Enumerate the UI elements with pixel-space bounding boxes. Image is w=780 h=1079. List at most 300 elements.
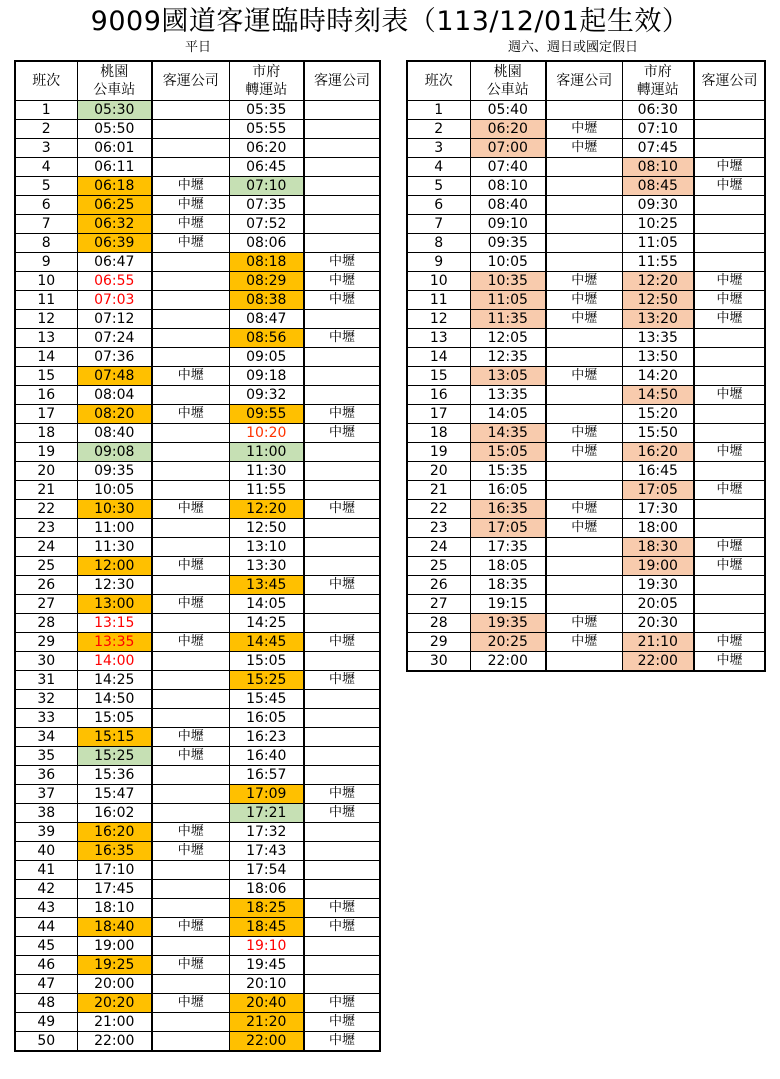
- city-hall-departure-cell: 13:50: [622, 348, 694, 367]
- table-row: [15, 1032, 380, 1052]
- taoyuan-departure-cell: 16:35: [470, 500, 546, 519]
- table-row: [407, 519, 765, 538]
- city-hall-departure-cell: 11:30: [229, 462, 304, 481]
- taoyuan-departure-cell: 12:30: [77, 576, 152, 595]
- trip-number-cell: 30: [15, 652, 77, 671]
- taoyuan-departure-cell: 10:35: [470, 272, 546, 291]
- city-hall-departure-cell: 09:32: [229, 386, 304, 405]
- trip-number-cell: 45: [15, 937, 77, 956]
- weekday-label: 平日: [185, 40, 212, 55]
- taoyuan-company-cell: [546, 595, 622, 614]
- city-hall-departure-cell: 08:38: [229, 291, 304, 310]
- city-hall-company-cell: [304, 880, 380, 899]
- taoyuan-company-cell: 中壢: [546, 424, 622, 443]
- taoyuan-departure-cell: 16:05: [470, 481, 546, 500]
- city-hall-departure-cell: 08:18: [229, 253, 304, 272]
- taoyuan-company-cell: 中壢: [152, 633, 229, 652]
- trip-number-cell: 19: [15, 443, 77, 462]
- city-hall-company-cell: [304, 823, 380, 842]
- city-hall-departure-cell: 15:05: [229, 652, 304, 671]
- header-taoyuan-station: 桃園 公車站: [77, 61, 152, 101]
- taoyuan-company-cell: 中壢: [546, 633, 622, 652]
- city-hall-company-cell: 中壢: [304, 785, 380, 804]
- taoyuan-departure-cell: 16:35: [77, 842, 152, 861]
- taoyuan-company-cell: 中壢: [152, 234, 229, 253]
- weekday-timetable: [14, 60, 381, 1052]
- table-row: [407, 576, 765, 595]
- city-hall-company-cell: [694, 215, 765, 234]
- table-row: [407, 291, 765, 310]
- taoyuan-company-cell: 中壢: [152, 405, 229, 424]
- city-hall-departure-cell: 11:05: [622, 234, 694, 253]
- taoyuan-company-cell: [546, 234, 622, 253]
- table-row: [15, 424, 380, 443]
- city-hall-company-cell: [694, 139, 765, 158]
- trip-number-cell: 36: [15, 766, 77, 785]
- taoyuan-departure-cell: 17:45: [77, 880, 152, 899]
- trip-number-cell: 31: [15, 671, 77, 690]
- city-hall-company-cell: [304, 196, 380, 215]
- city-hall-departure-cell: 15:50: [622, 424, 694, 443]
- trip-number-cell: 10: [15, 272, 77, 291]
- city-hall-company-cell: [304, 690, 380, 709]
- table-row: [15, 709, 380, 728]
- city-hall-company-cell: [694, 101, 765, 120]
- city-hall-company-cell: [304, 652, 380, 671]
- city-hall-departure-cell: 17:43: [229, 842, 304, 861]
- table-row: [15, 348, 380, 367]
- taoyuan-company-cell: [152, 310, 229, 329]
- taoyuan-company-cell: 中壢: [546, 443, 622, 462]
- taoyuan-departure-cell: 13:35: [470, 386, 546, 405]
- city-hall-departure-cell: 12:20: [622, 272, 694, 291]
- taoyuan-departure-cell: 07:00: [470, 139, 546, 158]
- city-hall-departure-cell: 20:30: [622, 614, 694, 633]
- city-hall-departure-cell: 19:00: [622, 557, 694, 576]
- city-hall-company-cell: 中壢: [304, 405, 380, 424]
- taoyuan-company-cell: [152, 861, 229, 880]
- taoyuan-company-cell: 中壢: [152, 177, 229, 196]
- city-hall-company-cell: 中壢: [304, 424, 380, 443]
- city-hall-company-cell: [694, 253, 765, 272]
- city-hall-departure-cell: 07:52: [229, 215, 304, 234]
- city-hall-departure-cell: 18:06: [229, 880, 304, 899]
- taoyuan-departure-cell: 16:02: [77, 804, 152, 823]
- taoyuan-company-cell: 中壢: [152, 557, 229, 576]
- table-row: [15, 557, 380, 576]
- taoyuan-company-cell: 中壢: [546, 310, 622, 329]
- trip-number-cell: 9: [407, 253, 470, 272]
- city-hall-company-cell: [694, 500, 765, 519]
- taoyuan-company-cell: [152, 272, 229, 291]
- header-city-hall-station: 市府 轉運站: [229, 61, 304, 101]
- taoyuan-departure-cell: 09:10: [470, 215, 546, 234]
- taoyuan-departure-cell: 06:18: [77, 177, 152, 196]
- city-hall-departure-cell: 08:10: [622, 158, 694, 177]
- taoyuan-company-cell: [546, 576, 622, 595]
- taoyuan-company-cell: [152, 443, 229, 462]
- taoyuan-departure-cell: 14:05: [470, 405, 546, 424]
- trip-number-cell: 20: [15, 462, 77, 481]
- header-bus-company: 客運公司: [546, 61, 622, 101]
- taoyuan-departure-cell: 13:15: [77, 614, 152, 633]
- city-hall-departure-cell: 07:45: [622, 139, 694, 158]
- city-hall-departure-cell: 07:10: [229, 177, 304, 196]
- city-hall-departure-cell: 19:30: [622, 576, 694, 595]
- table-row: [15, 861, 380, 880]
- taoyuan-departure-cell: 22:00: [470, 652, 546, 672]
- table-row: [407, 348, 765, 367]
- taoyuan-company-cell: 中壢: [152, 595, 229, 614]
- taoyuan-company-cell: 中壢: [152, 215, 229, 234]
- taoyuan-company-cell: [152, 101, 229, 120]
- trip-number-cell: 8: [15, 234, 77, 253]
- city-hall-departure-cell: 16:20: [622, 443, 694, 462]
- city-hall-company-cell: 中壢: [304, 804, 380, 823]
- trip-number-cell: 14: [407, 348, 470, 367]
- table-row: [15, 519, 380, 538]
- table-row: [407, 633, 765, 652]
- taoyuan-departure-cell: 06:01: [77, 139, 152, 158]
- trip-number-cell: 25: [407, 557, 470, 576]
- table-row: [15, 652, 380, 671]
- city-hall-departure-cell: 07:10: [622, 120, 694, 139]
- taoyuan-departure-cell: 07:48: [77, 367, 152, 386]
- city-hall-departure-cell: 19:10: [229, 937, 304, 956]
- table-row: [15, 975, 380, 994]
- table-row: [15, 500, 380, 519]
- taoyuan-company-cell: 中壢: [546, 139, 622, 158]
- table-row: [407, 158, 765, 177]
- table-row: [15, 633, 380, 652]
- city-hall-departure-cell: 10:25: [622, 215, 694, 234]
- header-trip-no: 班次: [15, 61, 77, 101]
- taoyuan-company-cell: 中壢: [546, 519, 622, 538]
- city-hall-company-cell: [304, 462, 380, 481]
- taoyuan-company-cell: [152, 709, 229, 728]
- trip-number-cell: 18: [15, 424, 77, 443]
- table-row: [407, 367, 765, 386]
- city-hall-company-cell: [694, 576, 765, 595]
- city-hall-company-cell: 中壢: [304, 291, 380, 310]
- trip-number-cell: 26: [407, 576, 470, 595]
- taoyuan-company-cell: 中壢: [152, 823, 229, 842]
- city-hall-departure-cell: 12:50: [229, 519, 304, 538]
- table-row: [407, 443, 765, 462]
- taoyuan-company-cell: [152, 576, 229, 595]
- table-row: [15, 994, 380, 1013]
- city-hall-departure-cell: 12:20: [229, 500, 304, 519]
- taoyuan-departure-cell: 07:24: [77, 329, 152, 348]
- city-hall-departure-cell: 15:20: [622, 405, 694, 424]
- taoyuan-departure-cell: 06:32: [77, 215, 152, 234]
- city-hall-company-cell: 中壢: [694, 158, 765, 177]
- taoyuan-departure-cell: 18:35: [470, 576, 546, 595]
- city-hall-departure-cell: 14:05: [229, 595, 304, 614]
- taoyuan-departure-cell: 15:15: [77, 728, 152, 747]
- taoyuan-company-cell: 中壢: [546, 291, 622, 310]
- city-hall-departure-cell: 09:05: [229, 348, 304, 367]
- table-row: [15, 614, 380, 633]
- table-row: [407, 120, 765, 139]
- header-trip-no: 班次: [407, 61, 470, 101]
- trip-number-cell: 26: [15, 576, 77, 595]
- city-hall-company-cell: [304, 120, 380, 139]
- city-hall-departure-cell: 15:45: [229, 690, 304, 709]
- taoyuan-company-cell: 中壢: [546, 614, 622, 633]
- table-row: [15, 272, 380, 291]
- taoyuan-departure-cell: 06:47: [77, 253, 152, 272]
- taoyuan-company-cell: [546, 329, 622, 348]
- taoyuan-departure-cell: 15:05: [470, 443, 546, 462]
- table-row: [407, 253, 765, 272]
- trip-number-cell: 44: [15, 918, 77, 937]
- city-hall-departure-cell: 20:40: [229, 994, 304, 1013]
- city-hall-company-cell: [304, 766, 380, 785]
- city-hall-departure-cell: 15:25: [229, 671, 304, 690]
- trip-number-cell: 17: [15, 405, 77, 424]
- city-hall-company-cell: [304, 519, 380, 538]
- city-hall-company-cell: [304, 443, 380, 462]
- table-row: [407, 386, 765, 405]
- city-hall-company-cell: 中壢: [304, 918, 380, 937]
- city-hall-company-cell: 中壢: [694, 272, 765, 291]
- city-hall-company-cell: [694, 405, 765, 424]
- city-hall-departure-cell: 14:25: [229, 614, 304, 633]
- trip-number-cell: 7: [15, 215, 77, 234]
- taoyuan-departure-cell: 19:25: [77, 956, 152, 975]
- taoyuan-departure-cell: 15:35: [470, 462, 546, 481]
- taoyuan-company-cell: [546, 348, 622, 367]
- table-row: [15, 766, 380, 785]
- trip-number-cell: 23: [15, 519, 77, 538]
- city-hall-company-cell: 中壢: [694, 633, 765, 652]
- table-row: [407, 462, 765, 481]
- header-city-hall-station: 市府 轉運站: [622, 61, 694, 101]
- header-bus-company: 客運公司: [152, 61, 229, 101]
- city-hall-departure-cell: 18:45: [229, 918, 304, 937]
- taoyuan-company-cell: [152, 386, 229, 405]
- trip-number-cell: 15: [407, 367, 470, 386]
- city-hall-company-cell: [304, 101, 380, 120]
- taoyuan-departure-cell: 15:36: [77, 766, 152, 785]
- city-hall-departure-cell: 16:57: [229, 766, 304, 785]
- table-row: [15, 671, 380, 690]
- table-row: [407, 177, 765, 196]
- taoyuan-departure-cell: 19:35: [470, 614, 546, 633]
- header-row: [407, 61, 765, 101]
- trip-number-cell: 33: [15, 709, 77, 728]
- city-hall-departure-cell: 08:06: [229, 234, 304, 253]
- header-bus-company: 客運公司: [694, 61, 765, 101]
- table-row: [15, 462, 380, 481]
- city-hall-company-cell: 中壢: [694, 310, 765, 329]
- city-hall-departure-cell: 08:29: [229, 272, 304, 291]
- trip-number-cell: 24: [407, 538, 470, 557]
- trip-number-cell: 50: [15, 1032, 77, 1052]
- city-hall-departure-cell: 11:00: [229, 443, 304, 462]
- city-hall-departure-cell: 18:25: [229, 899, 304, 918]
- city-hall-departure-cell: 17:32: [229, 823, 304, 842]
- city-hall-company-cell: [694, 329, 765, 348]
- taoyuan-company-cell: [152, 538, 229, 557]
- city-hall-company-cell: [304, 842, 380, 861]
- trip-number-cell: 41: [15, 861, 77, 880]
- trip-number-cell: 27: [407, 595, 470, 614]
- city-hall-company-cell: [304, 215, 380, 234]
- table-row: [15, 842, 380, 861]
- trip-number-cell: 3: [15, 139, 77, 158]
- city-hall-departure-cell: 16:05: [229, 709, 304, 728]
- table-row: [407, 652, 765, 672]
- taoyuan-departure-cell: 08:40: [470, 196, 546, 215]
- trip-number-cell: 12: [407, 310, 470, 329]
- city-hall-departure-cell: 05:55: [229, 120, 304, 139]
- city-hall-departure-cell: 18:30: [622, 538, 694, 557]
- trip-number-cell: 2: [15, 120, 77, 139]
- taoyuan-company-cell: [152, 120, 229, 139]
- taoyuan-departure-cell: 15:05: [77, 709, 152, 728]
- city-hall-company-cell: [304, 861, 380, 880]
- table-row: [15, 215, 380, 234]
- taoyuan-company-cell: 中壢: [546, 367, 622, 386]
- taoyuan-departure-cell: 18:05: [470, 557, 546, 576]
- city-hall-company-cell: [304, 177, 380, 196]
- trip-number-cell: 7: [407, 215, 470, 234]
- taoyuan-company-cell: 中壢: [152, 728, 229, 747]
- table-row: [407, 139, 765, 158]
- trip-number-cell: 24: [15, 538, 77, 557]
- table-row: [15, 443, 380, 462]
- city-hall-departure-cell: 17:05: [622, 481, 694, 500]
- table-row: [15, 196, 380, 215]
- taoyuan-departure-cell: 06:25: [77, 196, 152, 215]
- trip-number-cell: 29: [407, 633, 470, 652]
- city-hall-departure-cell: 08:56: [229, 329, 304, 348]
- city-hall-company-cell: 中壢: [304, 994, 380, 1013]
- trip-number-cell: 28: [15, 614, 77, 633]
- table-row: [407, 310, 765, 329]
- header-taoyuan-station: 桃園 公車站: [470, 61, 546, 101]
- table-row: [15, 158, 380, 177]
- taoyuan-company-cell: [152, 804, 229, 823]
- holiday-timetable: [406, 60, 766, 672]
- city-hall-departure-cell: 16:40: [229, 747, 304, 766]
- taoyuan-departure-cell: 06:55: [77, 272, 152, 291]
- city-hall-company-cell: 中壢: [694, 291, 765, 310]
- taoyuan-company-cell: 中壢: [546, 500, 622, 519]
- taoyuan-company-cell: [152, 614, 229, 633]
- trip-number-cell: 4: [15, 158, 77, 177]
- city-hall-departure-cell: 11:55: [622, 253, 694, 272]
- table-row: [407, 272, 765, 291]
- taoyuan-company-cell: [152, 975, 229, 994]
- table-row: [407, 538, 765, 557]
- city-hall-departure-cell: 17:30: [622, 500, 694, 519]
- table-row: [15, 804, 380, 823]
- trip-number-cell: 23: [407, 519, 470, 538]
- taoyuan-departure-cell: 06:20: [470, 120, 546, 139]
- table-row: [15, 1013, 380, 1032]
- table-row: [407, 405, 765, 424]
- city-hall-company-cell: [304, 728, 380, 747]
- trip-number-cell: 4: [407, 158, 470, 177]
- city-hall-departure-cell: 08:47: [229, 310, 304, 329]
- city-hall-company-cell: 中壢: [694, 443, 765, 462]
- table-row: [407, 234, 765, 253]
- taoyuan-departure-cell: 14:35: [470, 424, 546, 443]
- table-row: [15, 101, 380, 120]
- city-hall-departure-cell: 17:21: [229, 804, 304, 823]
- city-hall-departure-cell: 07:35: [229, 196, 304, 215]
- trip-number-cell: 38: [15, 804, 77, 823]
- taoyuan-departure-cell: 12:35: [470, 348, 546, 367]
- city-hall-departure-cell: 14:20: [622, 367, 694, 386]
- city-hall-departure-cell: 13:45: [229, 576, 304, 595]
- taoyuan-company-cell: [546, 215, 622, 234]
- city-hall-company-cell: [694, 367, 765, 386]
- trip-number-cell: 25: [15, 557, 77, 576]
- city-hall-departure-cell: 05:35: [229, 101, 304, 120]
- trip-number-cell: 49: [15, 1013, 77, 1032]
- taoyuan-company-cell: [546, 158, 622, 177]
- table-row: [15, 177, 380, 196]
- taoyuan-company-cell: [152, 462, 229, 481]
- table-row: [15, 234, 380, 253]
- taoyuan-departure-cell: 06:39: [77, 234, 152, 253]
- taoyuan-departure-cell: 13:05: [470, 367, 546, 386]
- city-hall-company-cell: [304, 595, 380, 614]
- city-hall-company-cell: 中壢: [694, 481, 765, 500]
- taoyuan-company-cell: 中壢: [152, 956, 229, 975]
- city-hall-departure-cell: 13:20: [622, 310, 694, 329]
- taoyuan-company-cell: [152, 329, 229, 348]
- taoyuan-departure-cell: 10:05: [470, 253, 546, 272]
- taoyuan-company-cell: [152, 139, 229, 158]
- trip-number-cell: 29: [15, 633, 77, 652]
- taoyuan-company-cell: [152, 785, 229, 804]
- city-hall-company-cell: 中壢: [694, 652, 765, 672]
- city-hall-company-cell: [304, 348, 380, 367]
- trip-number-cell: 1: [15, 101, 77, 120]
- table-row: [15, 576, 380, 595]
- table-row: [407, 595, 765, 614]
- taoyuan-departure-cell: 05:40: [470, 101, 546, 120]
- city-hall-company-cell: [304, 234, 380, 253]
- taoyuan-company-cell: [152, 348, 229, 367]
- city-hall-departure-cell: 16:23: [229, 728, 304, 747]
- table-row: [407, 500, 765, 519]
- taoyuan-departure-cell: 09:35: [470, 234, 546, 253]
- trip-number-cell: 21: [407, 481, 470, 500]
- city-hall-company-cell: 中壢: [694, 177, 765, 196]
- taoyuan-departure-cell: 15:47: [77, 785, 152, 804]
- header-bus-company: 客運公司: [304, 61, 380, 101]
- city-hall-company-cell: [304, 937, 380, 956]
- taoyuan-company-cell: 中壢: [152, 994, 229, 1013]
- taoyuan-departure-cell: 11:35: [470, 310, 546, 329]
- trip-number-cell: 16: [407, 386, 470, 405]
- trip-number-cell: 15: [15, 367, 77, 386]
- taoyuan-departure-cell: 17:10: [77, 861, 152, 880]
- taoyuan-company-cell: [546, 538, 622, 557]
- city-hall-company-cell: 中壢: [304, 1032, 380, 1052]
- taoyuan-company-cell: [152, 671, 229, 690]
- trip-number-cell: 28: [407, 614, 470, 633]
- taoyuan-departure-cell: 08:20: [77, 405, 152, 424]
- taoyuan-departure-cell: 14:00: [77, 652, 152, 671]
- trip-number-cell: 21: [15, 481, 77, 500]
